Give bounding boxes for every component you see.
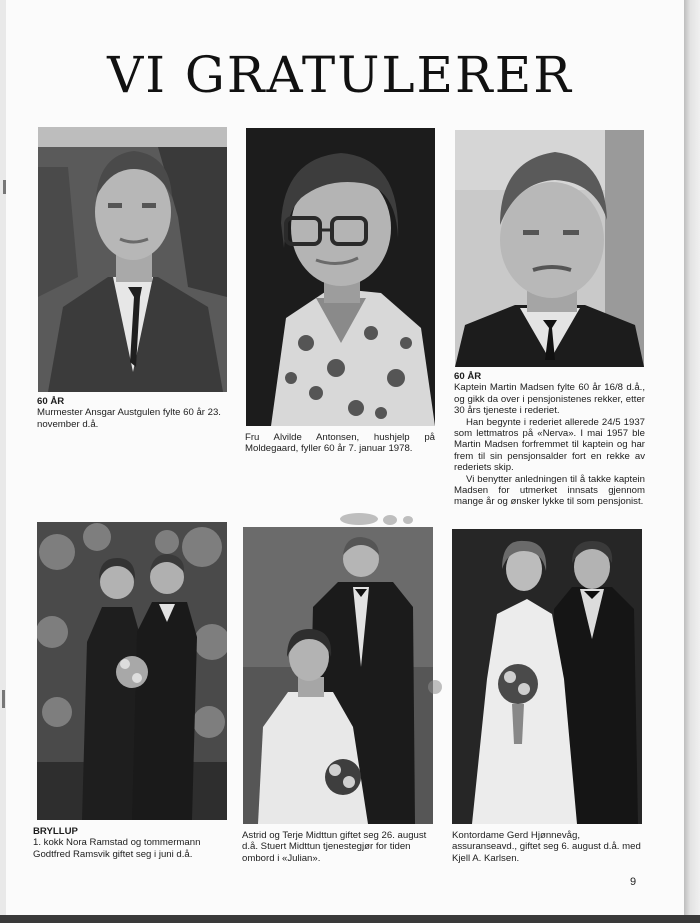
caption-nora — [33, 826, 229, 860]
print-stain — [428, 680, 442, 694]
portrait-photo-martin — [455, 130, 644, 367]
caption-astrid — [242, 830, 434, 864]
portrait-photo-ansgar — [38, 127, 227, 392]
wedding-photo-astrid-terje — [243, 527, 433, 824]
page-title: VI GRATULERER — [107, 46, 573, 104]
caption-text: Astrid og Terje Midttun giftet seg 26. august d.å. Stuert Midttun tjenestegjør for tiden ombord i «Julian». — [242, 830, 427, 864]
caption-alvilde — [245, 432, 435, 455]
caption-paragraph-3: Vi benytter anledningen til å takke kaptein Madsen for utmerket innsats gjennom mange år og ønsker lykke til som pensjonist. — [454, 473, 645, 508]
caption-gerd — [452, 830, 646, 864]
page-bottom-edge — [0, 915, 700, 923]
print-stain — [403, 516, 413, 524]
page-fold-shadow — [684, 0, 700, 923]
binding-mark — [2, 690, 5, 708]
caption-paragraph-2: Han begynte i rederiet allerede 24/5 1937 som lettmatros på «Nerva». I mai 1957 ble Martin Madsen forfremmet til kaptein og har frem til sin pensjonsalder fort en rekke av rederiets skip. — [454, 416, 645, 474]
print-stain — [340, 513, 378, 525]
print-stain — [383, 515, 397, 525]
page-number: 9 — [630, 876, 637, 888]
wedding-photo-nora-godtfred — [37, 522, 227, 820]
caption-martin — [454, 371, 645, 508]
portrait-photo-alvilde — [246, 128, 435, 426]
caption-text: 1. kokk Nora Ramstad og tommermann Godtfred Ramsvik giftet seg i juni d.å. — [33, 837, 201, 860]
caption-heading: BRYLLUP — [33, 826, 78, 837]
wedding-photo-gerd-kjell — [452, 529, 642, 824]
caption-paragraph-1: Kaptein Martin Madsen fylte 60 år 16/8 d.å., og gikk da over i pensjonistenes rekker, etter 30 års tjeneste i rederiet. — [454, 382, 645, 417]
binding-mark — [3, 180, 6, 194]
caption-heading: 60 ÅR — [37, 396, 65, 407]
caption-text: Fru Alvilde Antonsen, hushjelp på Moldegaard, fyller 60 år 7. januar 1978. — [245, 432, 435, 455]
caption-text: Kontordame Gerd Hjønnevåg, assuranseavd., giftet seg 6. august d.å. med Kjell A. Karlsen. — [452, 830, 641, 864]
caption-ansgar — [37, 396, 227, 430]
caption-heading: 60 ÅR — [454, 371, 482, 382]
caption-text: Murmester Ansgar Austgulen fylte 60 år 23. november d.å. — [37, 407, 221, 430]
